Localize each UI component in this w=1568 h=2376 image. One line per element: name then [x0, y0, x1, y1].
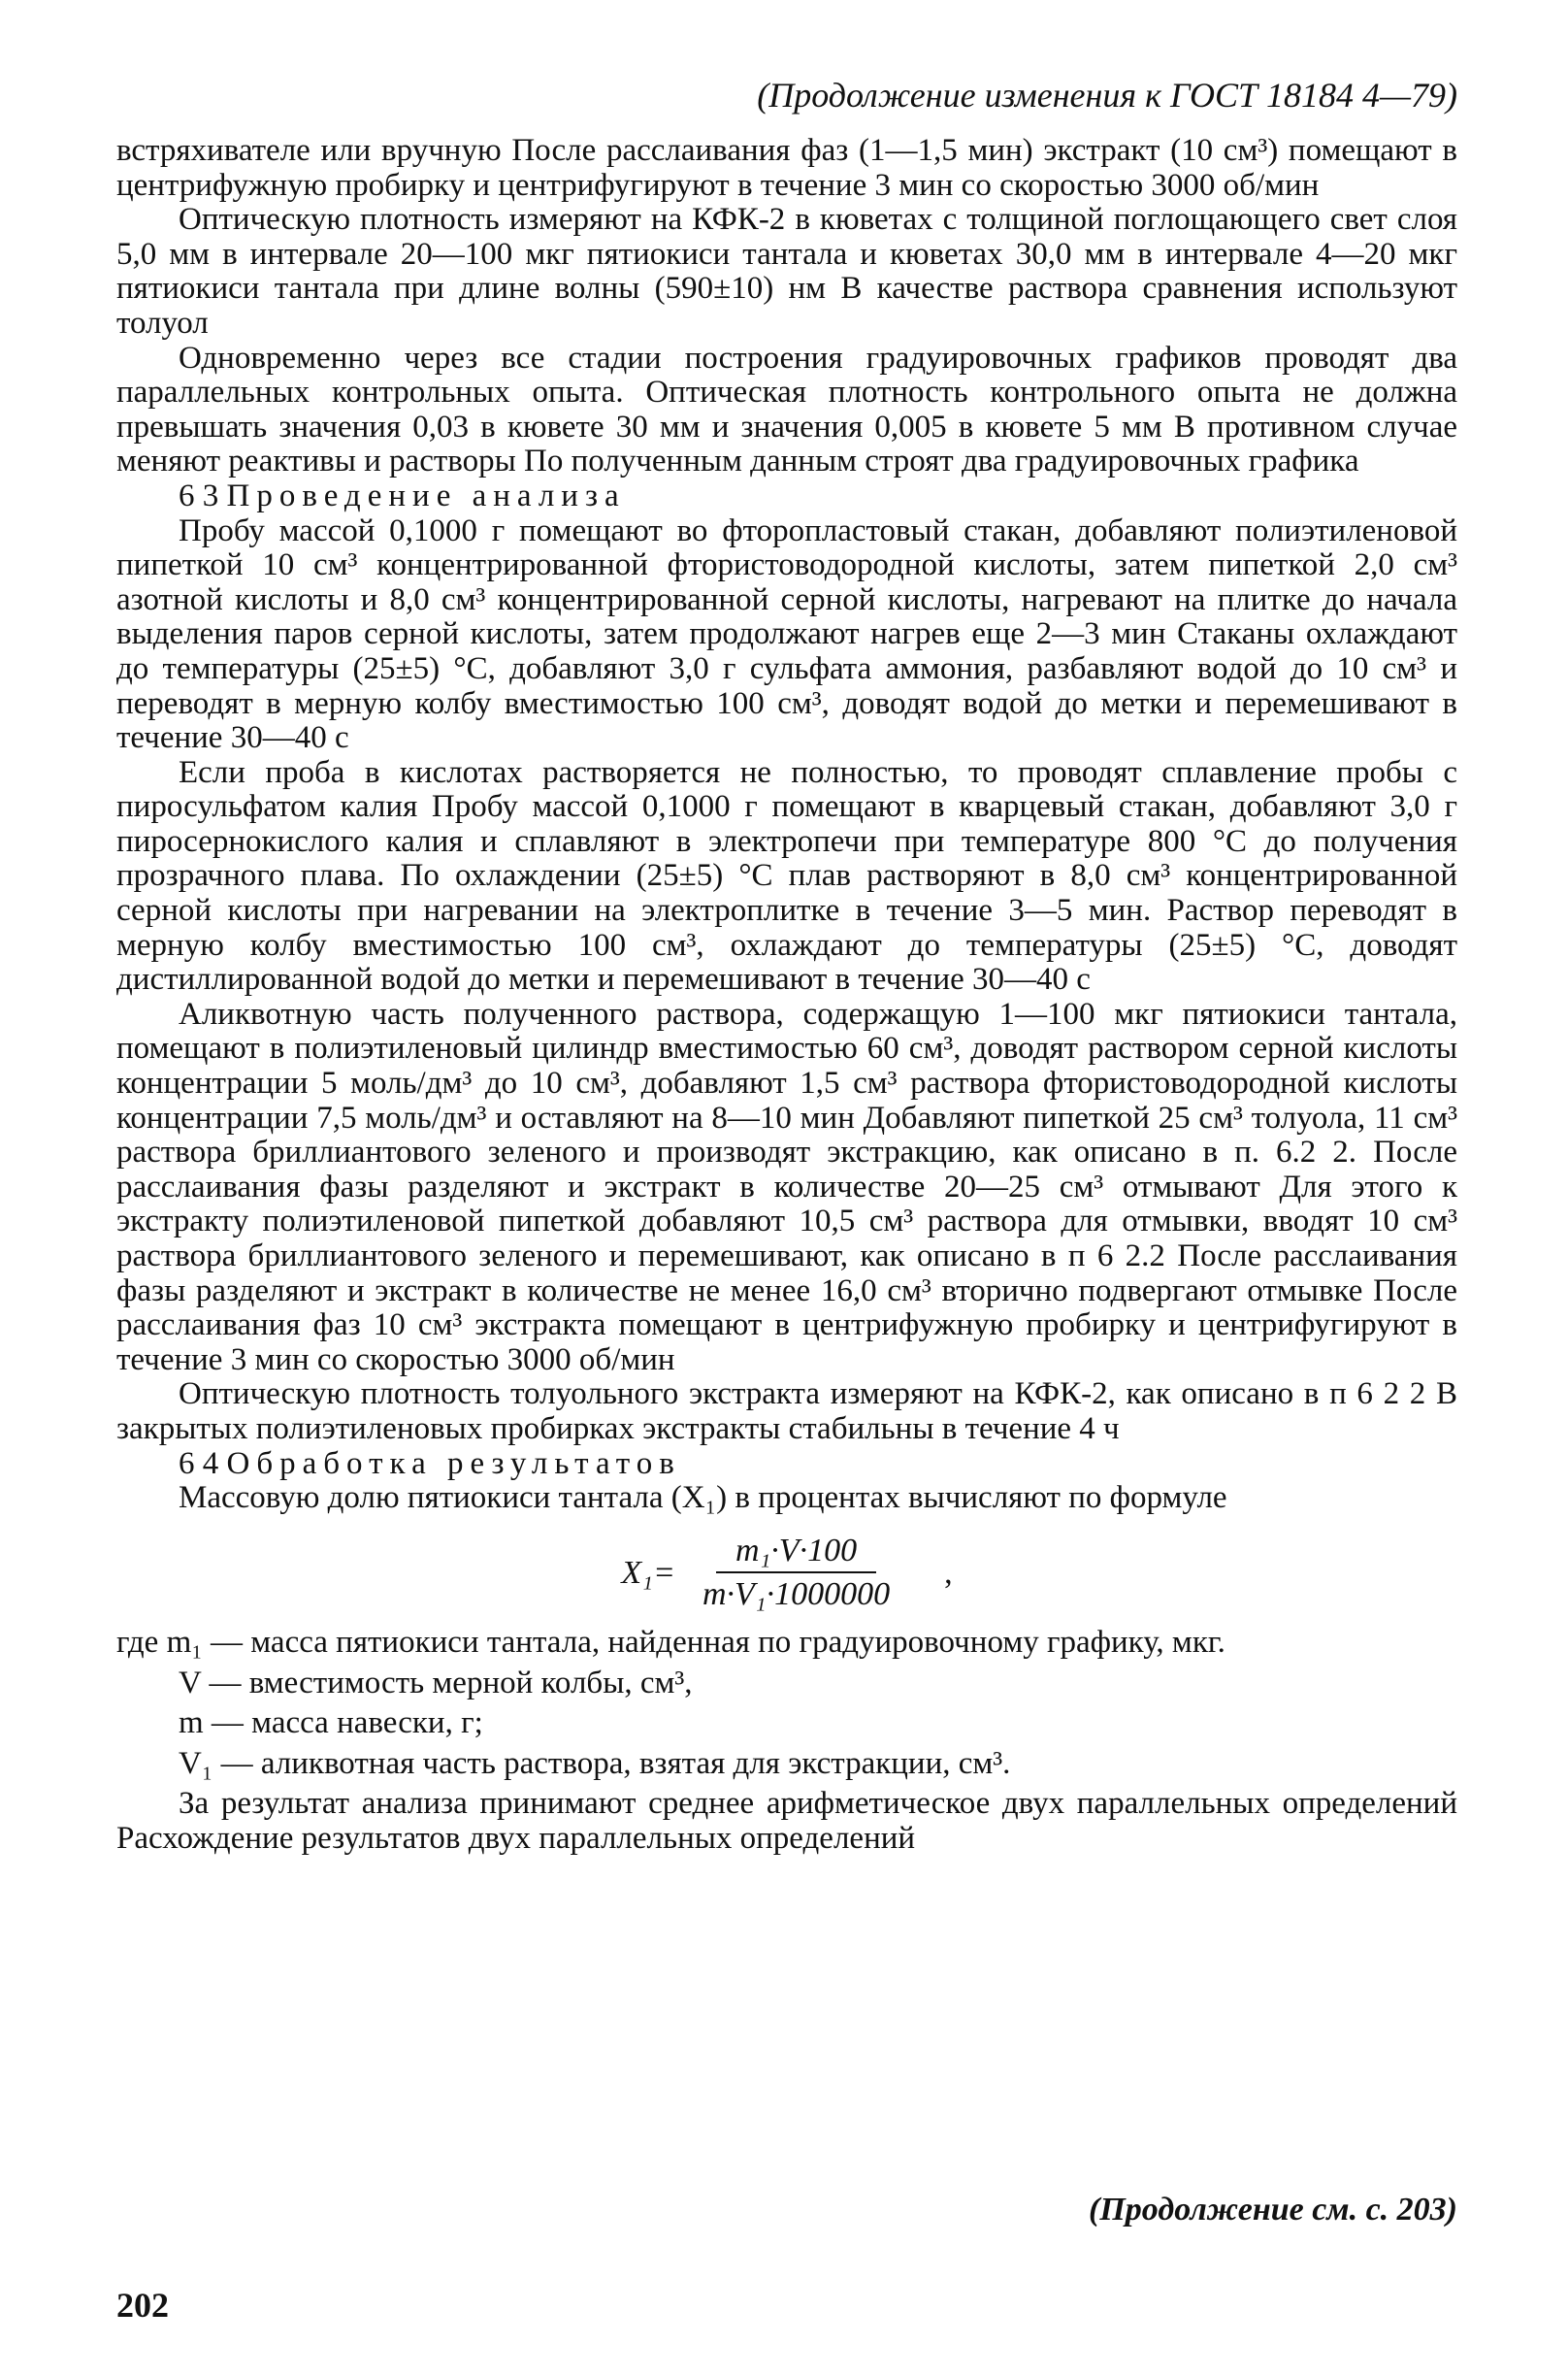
section-6-3-heading — [116, 479, 1457, 514]
section-6-3-number: 6 3 — [179, 478, 219, 513]
definition-m — [116, 1706, 1457, 1741]
definition-symbol: V₁ — [179, 1745, 213, 1781]
definition-v — [116, 1666, 1457, 1701]
section-6-3-title: Проведение анализа — [226, 478, 626, 513]
paragraph-2: Оптическую плотность измеряют на КФК-2 в кюветах с толщиной поглощающего свет слоя 5,0 мм в интервале 20—100 мкг пятиокиси тантала и кюветах 30,0 мм в интервале 4—20 мкг пятиокиси тантала при длине волны (590±10) нм В качестве раствора сравнения используют толуол — [116, 202, 1457, 341]
section-6-4-title: Обработка результатов — [226, 1445, 681, 1481]
running-header: (Продолжение изменения к ГОСТ 18184 4—79) — [757, 76, 1457, 115]
formula-tail: , — [944, 1554, 953, 1591]
document-body — [116, 134, 1457, 1857]
definition-m1 — [116, 1626, 1457, 1661]
paragraph-9: За результат анализа принимают среднее арифметическое двух параллельных определений Расхождение результатов двух параллельных определений — [116, 1786, 1457, 1856]
definition-text: — аликвотная часть раствора, взятая для экстракции, см³. — [220, 1745, 1011, 1781]
paragraph-5: Если проба в кислотах растворяется не полностью, то проводят сплавление пробы с пиросульфатом калия Пробу массой 0,1000 г помещают в кварцевый стакан, добавляют 3,0 г пиросернокислого калия и сплавляют в электропечи при температуре 800 °С до получения прозрачного плава. По охлаждении (25±5) °С плав растворяют в 8,0 см³ концентрированной серной кислоты при нагревании на электроплитке в течение 3—5 мин. Раствор переводят в мерную колбу вместимостью 100 см³, охлаждают до температуры (25±5) °С, доводят дистиллированной водой до метки и перемешивают в течение 30—40 с — [116, 754, 1457, 998]
section-6-4-number: 6 4 — [179, 1445, 219, 1481]
definition-text: — масса навески, г; — [211, 1705, 483, 1741]
paragraph-1: встряхивателе или вручную После расслаивания фаз (1—1,5 мин) экстракт (10 см³) помещают в центрифужную пробирку и центрифугируют в течение 3 мин со скоростью 3000 об/мин — [116, 133, 1457, 203]
formula-fraction — [683, 1534, 909, 1612]
formula-denominator: m·V₁·1000000 — [702, 1576, 891, 1613]
definition-v1 — [116, 1747, 1457, 1782]
paragraph-6: Аликвотную часть полученного раствора, содержащую 1—100 мкг пятиокиси тантала, помещают в полиэтиленовый цилиндр вместимостью 60 см³, доводят раствором серной кислоты концентрации 5 моль/дм³ до 10 см³, добавляют 1,5 см³ раствора фтористоводородной кислоты концентрации 7,5 моль/дм³ и оставляют на 8—10 мин Добавляют пипеткой 25 см³ толуола, 11 см³ раствора бриллиантового зеленого и производят экстракцию, как описано в п. 6.2 2. После расслаивания фазы разделяют и экстракт в количестве 20—25 см³ отмывают Для этого к экстракту полиэтиленовой пипеткой добавляют 10,5 см³ раствора для отмывки, вводят 10 см³ раствора бриллиантового зеленого и перемешивают, как описано в п 6 2.2 После расслаивания фазы разделяют и экстракт в количестве не менее 16,0 см³ вторично подвергают отмывке После расслаивания фаз 10 см³ экстракта помещают в центрифужную пробирку и центрифугируют в течение 3 мин со скоростью 3000 об/мин — [116, 996, 1457, 1377]
paragraph-7: Оптическую плотность толуольного экстракта измеряют на КФК-2, как описано в п 6 2 2 В закрытых полиэтиленовых пробирках экстракты стабильны в течение 4 ч — [116, 1376, 1457, 1446]
page-number: 202 — [116, 2286, 169, 2325]
section-6-4-heading — [116, 1447, 1457, 1482]
definition-symbol: где m₁ — [116, 1624, 203, 1660]
definitions-list — [116, 1626, 1457, 1781]
paragraph-4: Пробу массой 0,1000 г помещают во фторопластовый стакан, добавляют полиэтиленовой пипеткой 10 см³ концентрированной фтористоводородной кислоты, затем пипеткой 2,0 см³ азотной кислоты и 8,0 см³ концентрированной серной кислоты, нагревают на плитке до начала выделения паров серной кислоты, затем продолжают нагрев еще 2—3 мин Стаканы охлаждают до температуры (25±5) °С, добавляют 3,0 г сульфата аммония, разбавляют водой до 10 см³ и переводят в мерную колбу вместимостью 100 см³, доводят водой до метки и перемешивают в течение 30—40 с — [116, 512, 1457, 756]
formula — [116, 1534, 1457, 1612]
formula-numerator: m₁·V·100 — [716, 1534, 876, 1574]
definition-symbol: m — [179, 1705, 204, 1741]
continuation-note: (Продолжение см. с. 203) — [1089, 2192, 1457, 2228]
definition-text: — вместимость мерной колбы, см³, — [209, 1665, 693, 1700]
definition-symbol: V — [179, 1665, 202, 1700]
paragraph-8: Массовую долю пятиокиси тантала (X₁) в процентах вычисляют по формуле — [179, 1480, 1227, 1516]
paragraph-3: Одновременно через все стадии построения градуировочных графиков проводят два параллельных контрольных опыта. Оптическая плотность контрольного опыта не должна превышать значения 0,03 в кювете 30 мм и значения 0,005 в кювете 5 мм В противном случае меняют реактивы и растворы По полученным данным строят два градуировочных графика — [116, 340, 1457, 479]
formula-lhs: X₁= — [621, 1554, 675, 1591]
definition-text: — масса пятиокиси тантала, найденная по градуировочному графику, мкг. — [211, 1624, 1225, 1660]
